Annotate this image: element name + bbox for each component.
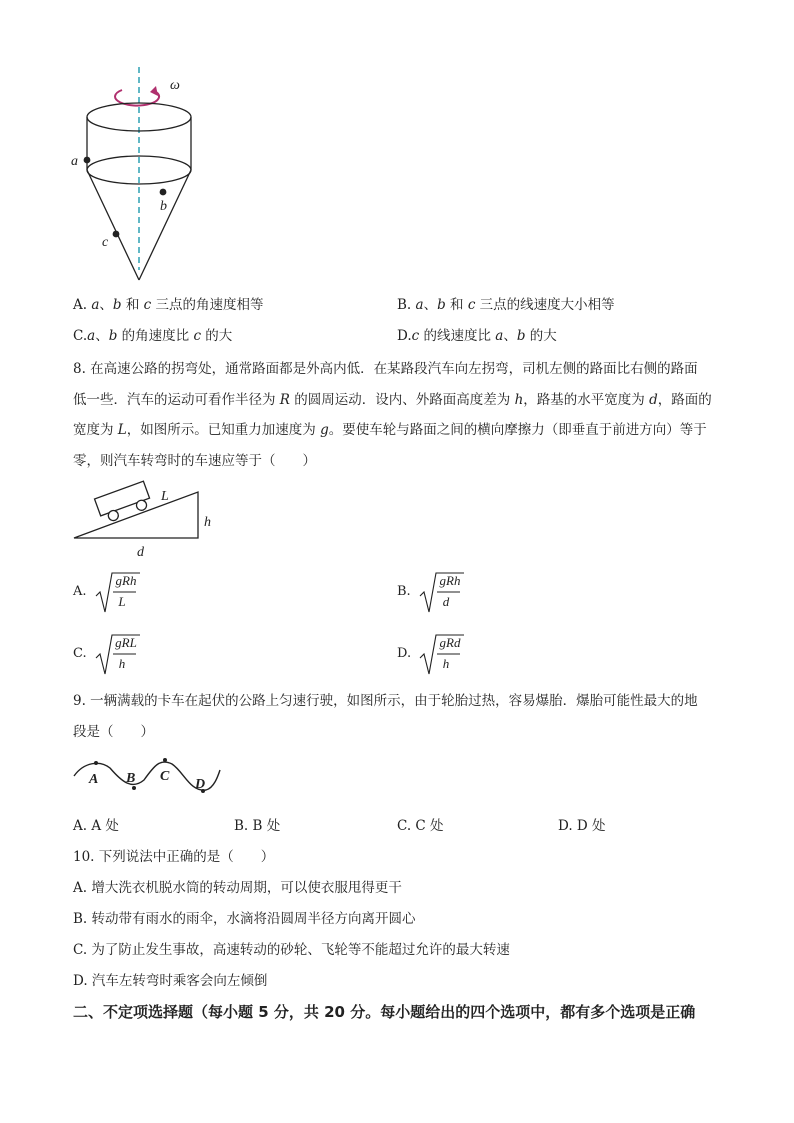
q8-option-d-letter[interactable]: D. (397, 646, 412, 661)
point-b (160, 189, 167, 196)
point-c (113, 231, 120, 238)
q8-stem-line2: 低一些．汽车的运动可看作半径为 R 的圆周运动．设内、外路面高度差为 h，路基的水平宽度为 d，路面的 (73, 392, 712, 408)
label-C: C (160, 769, 170, 784)
q7-option-c[interactable]: C.a、b 的角速度比 c 的大 (73, 328, 233, 344)
q9-option-b[interactable]: B. B 处 (234, 818, 281, 834)
point-A (94, 761, 98, 765)
q10-option-c[interactable]: C. 为了防止发生事故，高速转动的砂轮、飞轮等不能超过允许的最大转速 (73, 942, 510, 958)
point-a (84, 157, 91, 164)
q8-stem-line4: 零，则汽车转弯时的车速应等于（ ） (73, 453, 316, 469)
label-A: A (89, 772, 99, 787)
label-h: h (204, 515, 211, 530)
q10-stem: 10. 下列说法中正确的是（ ） (73, 849, 275, 865)
q8-option-c-letter[interactable]: C. (73, 646, 87, 661)
section-2-heading: 二、不定项选择题（每小题 5 分，共 20 分。每小题给出的四个选项中，都有多个选项是正确 (73, 1003, 696, 1021)
point-B (132, 786, 136, 790)
q8-option-a-letter[interactable]: A. (73, 584, 87, 599)
q8-option-a-denominator: L (118, 594, 126, 609)
q8-option-b-numerator: gRh (439, 573, 461, 588)
q9-option-d[interactable]: D. D 处 (558, 818, 606, 834)
q7-option-a[interactable]: A. a、b 和 c 三点的角速度相等 (73, 297, 264, 313)
q8-option-b-letter[interactable]: B. (397, 584, 411, 599)
q8-stem-line1: 8. 在高速公路的拐弯处，通常路面都是外高内低．在某路段汽车向左拐弯，司机左侧的路面比右侧的路面 (73, 361, 698, 377)
q8-option-a-numerator: gRh (115, 573, 137, 588)
label-B: B (126, 771, 136, 786)
q9-stem-line2: 段是（ ） (73, 724, 154, 740)
q7-option-d[interactable]: D.c 的线速度比 a、b 的大 (397, 328, 557, 344)
q10-option-b[interactable]: B. 转动带有雨水的雨伞，水滴将沿圆周半径方向离开圆心 (73, 911, 416, 927)
label-b: b (160, 199, 167, 214)
q8-incline-figure (70, 478, 230, 560)
q8-option-b-denominator: d (442, 594, 450, 609)
point-C (163, 758, 167, 762)
q7-cone-figure (60, 62, 210, 287)
label-D: D (195, 777, 206, 792)
q9-option-c[interactable]: C. C 处 (397, 818, 444, 834)
label-d: d (137, 545, 144, 560)
q9-road-figure (70, 752, 230, 802)
label-c: c (102, 235, 109, 250)
q8-option-d-numerator: gRd (439, 635, 461, 650)
q8-option-c-denominator: h (118, 656, 126, 671)
q9-stem-line1: 9. 一辆满载的卡车在起伏的公路上匀速行驶，如图所示，由于轮胎过热，容易爆胎．爆胎可能性最大的地 (73, 693, 698, 709)
q8-stem-line3: 宽度为 L，如图所示。已知重力加速度为 g。要使车轮与路面之间的横向摩擦力（即垂直于前进方向）等于 (73, 422, 707, 438)
label-L: L (161, 489, 169, 504)
q10-option-d[interactable]: D. 汽车左转弯时乘客会向左倾倒 (73, 973, 268, 989)
q9-option-a[interactable]: A. A 处 (73, 818, 119, 834)
q10-option-a[interactable]: A. 增大洗衣机脱水筒的转动周期，可以使衣服甩得更干 (73, 880, 402, 896)
q7-option-b[interactable]: B. a、b 和 c 三点的线速度大小相等 (397, 297, 615, 313)
label-a: a (71, 154, 78, 169)
q8-option-d-denominator: h (442, 656, 450, 671)
q8-option-c-numerator: gRL (115, 635, 137, 650)
omega-label: ω (170, 78, 180, 93)
